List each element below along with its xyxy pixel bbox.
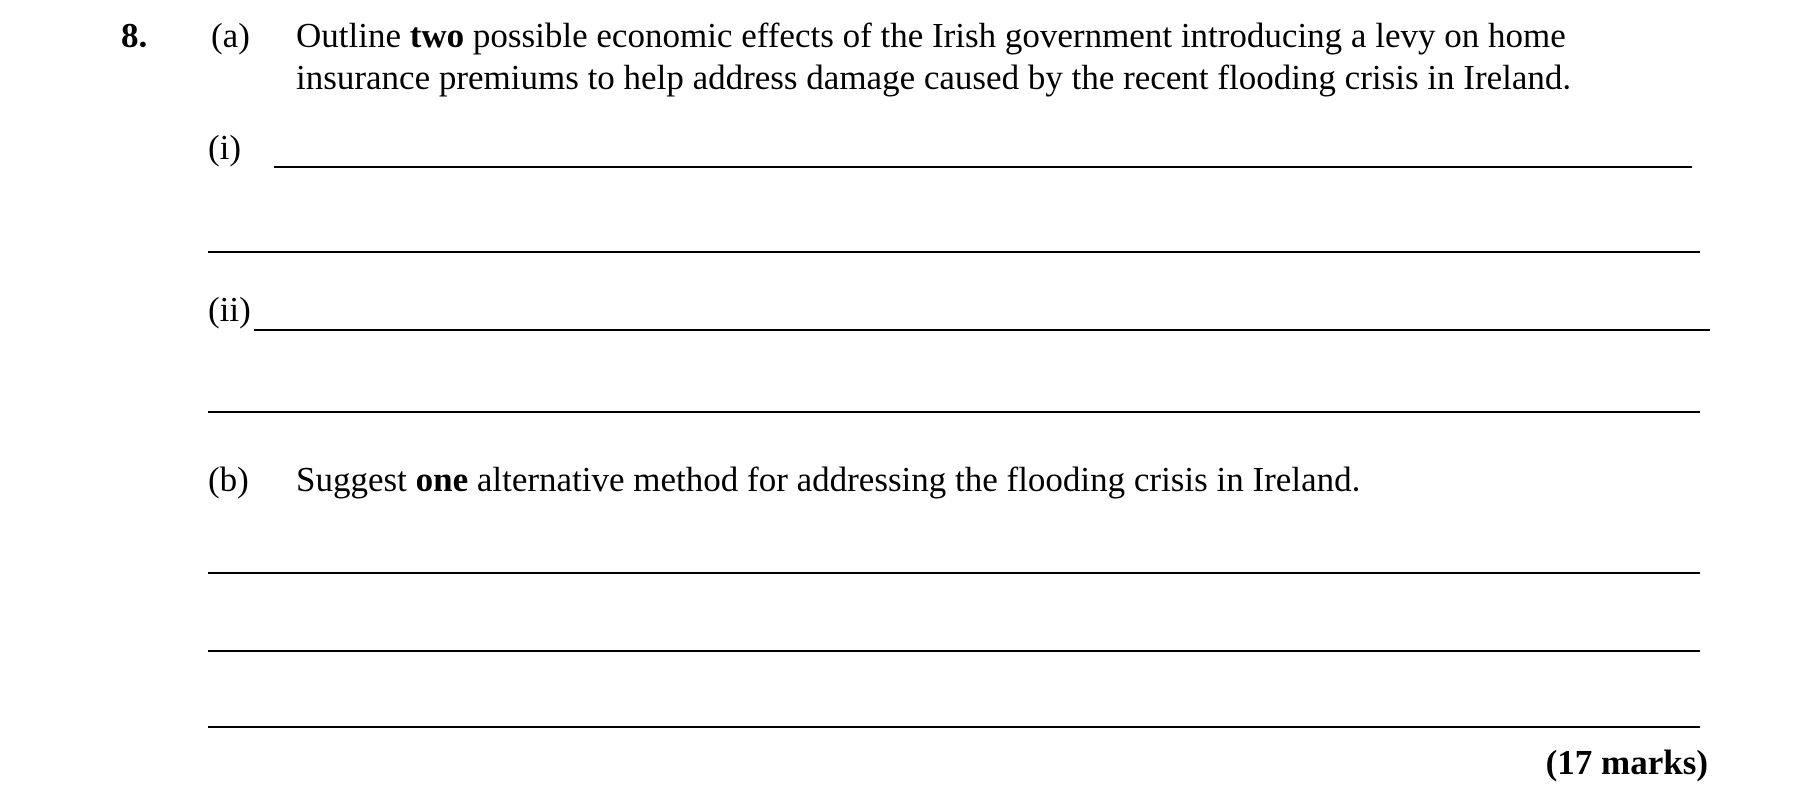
part-b-prompt [296, 462, 1360, 497]
part-a-prompt-end: possible economic effects of the Irish government introducing a levy on home [464, 16, 1566, 55]
answer-line-b-3[interactable] [208, 726, 1700, 728]
question-number: 8. [121, 16, 148, 55]
part-a-prompt-line-2: insurance premiums to help address damage caused by the recent flooding crisis in Ireland. [296, 58, 1572, 97]
part-b-label: (b) [208, 460, 249, 499]
sub-part-i-label: (i) [208, 128, 242, 167]
part-a-prompt-line-1 [296, 18, 1566, 53]
part-a-emphasis: two [409, 16, 465, 55]
answer-line-ii-2[interactable] [208, 411, 1700, 413]
marks-total: (17 marks) [1545, 743, 1708, 782]
sub-part-ii-label: (ii) [208, 290, 251, 329]
part-a-prompt-start: Outline [296, 16, 410, 55]
part-a-label: (a) [211, 16, 250, 55]
part-b-prompt-end: alternative method for addressing the flooding crisis in Ireland. [468, 460, 1361, 499]
answer-line-ii-1[interactable] [254, 329, 1710, 331]
part-b-prompt-start: Suggest [296, 460, 416, 499]
answer-line-b-1[interactable] [208, 572, 1700, 574]
answer-line-b-2[interactable] [208, 650, 1700, 652]
answer-line-i-2[interactable] [208, 251, 1700, 253]
answer-line-i-1[interactable] [274, 166, 1692, 168]
part-b-emphasis: one [415, 460, 469, 499]
